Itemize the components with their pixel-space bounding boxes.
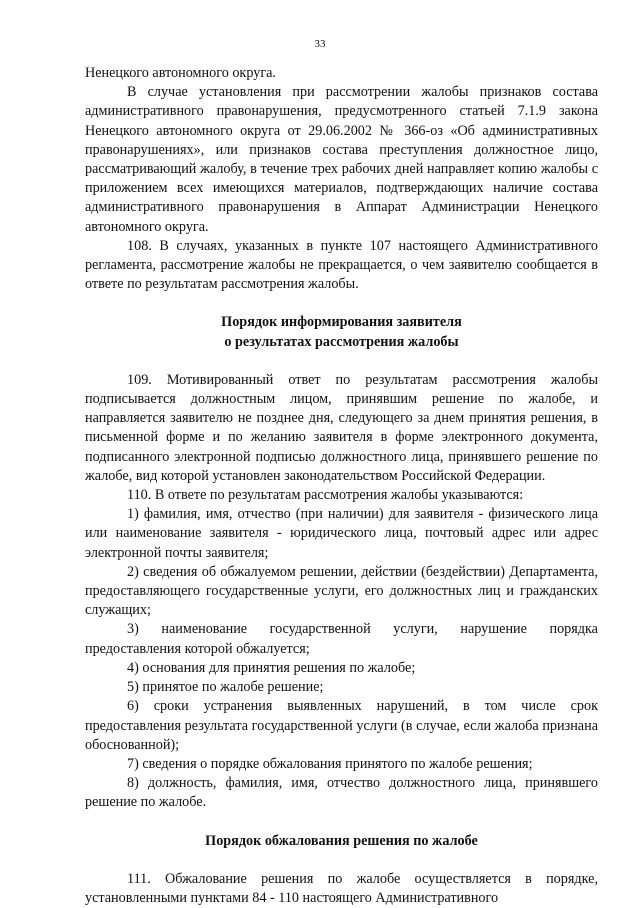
list-item: 1) фамилия, имя, отчество (при наличии) для заявителя - физического лица или наименование заявителя - юридического лица, почтовый адрес или адрес электронной почты заявителя; — [85, 506, 598, 561]
paragraph: В случае установления при рассмотрении жалобы признаков состава административного правонарушения, предусмотренного статьей 7.1.9 закона Ненецкого автономного округа от 29.06.2002 № 366-оз «Об административных правонарушениях», или признаков состава преступления должностное лицо, рассматривающий жалобу, в течение трех рабочих дней направляет копию жалобы с приложением всех имеющихся материалов, подтверждающих наличие состава административного правонарушения в Аппарат Администрации Ненецкого автономного округа. — [85, 84, 598, 235]
paragraph: 108. В случаях, указанных в пункте 107 настоящего Административного регламента, рассмотрение жалобы не прекращается, о чем заявителю сообщается в ответе по результатам рассмотрения жалобы. — [85, 237, 598, 293]
list-item: 3) наименование государственной услуги, нарушение порядка предоставления которой обжалуется; — [85, 621, 598, 657]
page-number: 33 — [314, 38, 326, 50]
paragraph: 110. В ответе по результатам рассмотрения жалобы указываются: — [127, 487, 524, 504]
list-item: 7) сведения о порядке обжалования принятого по жалобе решения; — [127, 755, 533, 772]
list-item: 2) сведения об обжалуемом решении, действии (бездействии) Департамента, предоставляющего государственные услуги, его должностных лиц и гражданских служащих; — [85, 563, 598, 619]
paragraph: 109. Мотивированный ответ по результатам рассмотрения жалобы подписывается должностным лицом, принявшим решение по жалобе, и направляется заявителю не позднее дня, следующего за днем принятия решения, в письменной форме и по желанию заявителя в форме электронного документа, подписанного электронной подписью должностного лица, принявшего решение по жалобе, вид которой установлен законодательством Российской Федерации. — [85, 371, 598, 484]
section-heading: Порядок обжалования решения по жалобе — [205, 832, 478, 849]
document-body — [85, 64, 598, 908]
paragraph: Ненецкого автономного округа. — [85, 65, 276, 81]
paragraph: 111. Обжалование решения по жалобе осуществляется в порядке, установленными пунктами 84 - 110 настоящего Административного — [85, 870, 598, 906]
section-heading-line: Порядок информирования заявителя — [221, 314, 462, 331]
list-item: 6) сроки устранения выявленных нарушений, в том числе срок предоставления результата государственной услуги (в случае, если жалоба признана обоснованной); — [85, 698, 598, 753]
list-item: 8) должность, фамилия, имя, отчество должностного лица, принявшего решение по жалобе. — [85, 775, 598, 811]
section-heading-line: о результатах рассмотрения жалобы — [224, 333, 459, 350]
list-item: 5) принятое по жалобе решение; — [127, 679, 324, 696]
list-item: 4) основания для принятия решения по жалобе; — [127, 659, 416, 676]
